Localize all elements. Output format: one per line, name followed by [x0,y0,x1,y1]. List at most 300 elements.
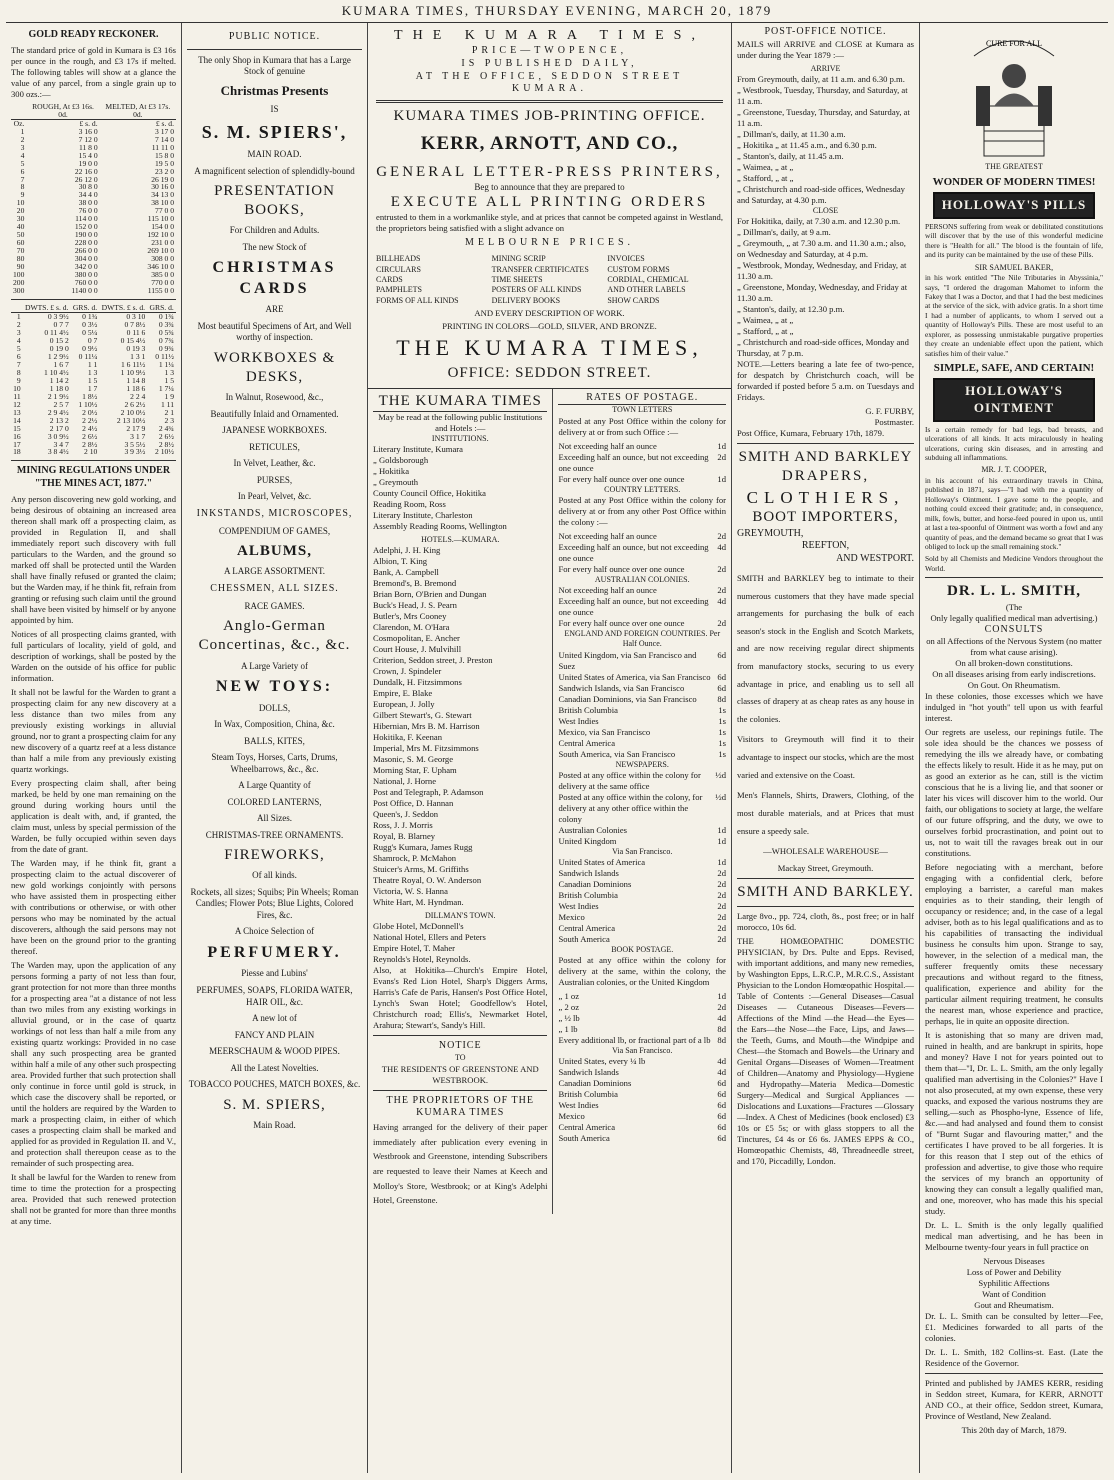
xmas-presents: Christmas Presents [220,82,329,98]
dwt-row-cell: 2 10 [84,447,98,457]
hotel-item: Hibernian, Mrs B. M. Harrison [373,721,480,732]
rate-row [558,672,726,683]
dwt-row-cell: 3 8 4½ [47,447,69,457]
institution-item: County Council Office, Hokitika [373,488,486,498]
book-add-label: Every additional lb, or fractional part of a lb [558,1035,711,1046]
times-big: THE KUMARA TIMES, [396,335,703,361]
dwt-row-cell: 0 3½ [82,319,98,329]
rate-row [558,934,726,945]
dillman-item: Reynolds's Hotel, Reynolds. [373,954,471,965]
rate-value: 1s [718,737,726,748]
hotel-item: Albion, T. King [373,556,428,567]
oz-row-cell: 190 0 0 [74,230,98,240]
hotel-item: Butler's, Mrs Cooney [373,611,447,622]
hotel-item: Bremond's, B. Bremond [373,578,457,589]
masthead: KUMARA TIMES, THURSDAY EVENING, MARCH 20, 1879 [6,4,1108,23]
rate-value: 2d [717,563,726,574]
hotel-item: Crown, J. Spindeler [373,666,442,677]
dwt-row-cell: 2 3 [164,415,174,425]
oz-row-cell: 34 4 0 [78,190,98,200]
rate-value: 2d [717,585,726,596]
rate-label: Central America [558,1122,616,1133]
postmaster-name: G. F. FURBY, [865,406,914,417]
rate-row [558,1056,726,1067]
oz-row-cell: 1155 0 0 [147,286,174,296]
rate-row [558,1100,726,1111]
rate-row [558,650,726,672]
rate-row [558,585,726,596]
close-item: „ Christchurch and road-side offices, Monday and Thursday, at 7 p.m. [737,337,909,359]
notice-to: TO [454,1053,466,1063]
perfumes: PERFUMES, SOAPS, FLORIDA WATER, HAIR OIL, &c. [196,984,353,1007]
hotel-item: Criterion, Seddon street, J. Preston [373,655,493,666]
rate-row [558,868,726,879]
hotel-item: Bank, A. Campbell [373,567,439,578]
dwt-row-cell: 1 18 0 [49,383,69,393]
oz-row-cell: 40 [16,222,25,232]
print-item: BILLHEADS [376,254,421,264]
dwt-body [11,304,176,456]
printed-text: Printed and published by JAMES KERR, residing in Seddon street, Kumara, for KERR, ARNOTT AND CO., at their office, Seddon street, Kumara, Province of Westland, New Zealand. [925,1378,1103,1422]
dwt-row-cell: 2 8½ [158,439,174,449]
dwt-row-cell: 2 0½ [82,407,98,417]
hotel-item: Adelphi, J. H. King [373,545,441,556]
dwt-row-cell: 2 2½ [82,415,98,425]
dwt-row-cell: 1 [16,312,21,322]
institution-item: Literary Institute, Kumara [373,444,463,454]
divider [737,878,914,879]
dillman-item: National Hotel, Ellers and Peters [373,932,486,943]
price: PRICE—TWOPENCE, [471,44,628,56]
oz-head-blank [11,103,26,119]
oz-row-cell: 50 [16,230,25,240]
firm-name: SMITH AND BARKLEY [738,449,913,466]
oz-row-cell: 114 0 0 [75,214,98,224]
steam-toys: Steam Toys, Horses, Carts, Drums, Wheelbarrows, &c., &c. [211,752,338,774]
perfumery: PERFUMERY. [207,944,342,961]
rate-value: 1s [718,726,726,737]
dr-paragraph: Before negociating with a merchant, before engaging with a confidential clerk, before employing a barrister, a careful man makes enquiries as to their standing, their length of occupancy or residence; and, in the case of a legal adviser, both as to his legal qualifications and as to his capabilities of transacting the individual business he consults him upon. Strange to say, however, in the selection of a medical man, the sufferer frequently omits these necessary precautions and without regard to the fitness, qualification, experience and ability for the particular ailment requiring treatment, he consults the nearest man, whose experience and practice, perhaps, lie in quite an opposite direction. [925,862,1103,1027]
print-list-c [607,254,723,306]
dwt-row-cell: 1 1¼ [158,359,174,369]
institution-item: Reading Room, Ross [373,499,446,509]
rate-row [558,716,726,727]
rate-value: 1s [718,748,726,759]
rate-value: 2d [717,1002,726,1013]
intro-text: The only Shop in Kumara that has a Large Stock of genuine [198,54,351,77]
print-item: POSTERS OF ALL KINDS [491,285,582,295]
print-item: TRANSFER CERTIFICATES [491,264,589,274]
print-item: MINING SCRIP [491,254,546,264]
rate-value: 6d [717,1111,726,1122]
institution-item: „ Hokitika [373,466,410,476]
rate-value: 4d [717,1056,726,1067]
country-head: COUNTRY LETTERS. [604,484,681,494]
print-item: CIRCULARS [376,264,421,274]
dwt-row-cell: 2 5 7 [53,399,69,409]
rate-row [558,857,726,868]
rate-row [558,923,726,934]
rate-label: South America, via San Francisco [558,748,676,759]
rate-value: 1d [717,835,726,846]
dr-list-item: Want of Condition [982,1289,1046,1300]
dwt-row-cell: 0 7 8½ [124,319,146,329]
oz-row-cell: 346 10 0 [147,262,174,272]
also-text: Also, at Hokitika—Church's Empire Hotel, Evans's Red Lion Hotel, Sharp's Diggers Arms, Harris's Cafe de Paris, Hansen's Post Office Hotel, Lynch's Swan Hotel; Goodfellow's Hotel, Christchurch road; Ellis's, Newmarket Hotel, Arahura; Stewart's, Sandy's Hill. [373,965,548,1031]
meerschaum: MEERSCHAUM & WOOD PIPES. [209,1046,340,1057]
dwt-row-cell: 1 18 6 [126,383,146,393]
hotel-item: Clarendon, M. O'Hara [373,622,450,633]
dwt-row [11,448,176,456]
dwt-row-cell: 2 17 0 [49,423,69,433]
divider [187,49,362,50]
dwt-row-cell: 3 0 9½ [47,431,69,441]
reticules: RETICULES, [249,441,300,452]
column-post-office [732,23,920,1473]
dwt-row-cell: 15 [13,423,21,433]
rate-value: 2d [717,890,726,901]
times-title: THE KUMARA TIMES, [394,28,705,43]
dr-paragraph: It is astonishing that so many are driven mad, ruined in health, and are bankrupt in spirits, hope and money? Have I not for years pointed out to them that—"I, Dr. L. L. Smith, am the only legally qualified man advertising in the Colonies?" Have I not also prosecuted, at my own expense, these very quacks, and exposed the various nostrums they are selling,—such as Phospho-lyne, Essence of life, &c.—and had analysed and found them to consist of "Burnt Sugar and flavouring matter," and the certificates I have proved to be all forgeries. It is for this reason that I step out of the ethics of profession and advertise, to give those who require the services of my branch an opportunity of knowing they can consult a legally qualified man, and one, moreover, who has made this his special study. [925,1030,1103,1217]
dwt-row-cell: 1 14 2 [49,375,69,385]
dwt-row-cell: 1 11 [160,399,174,409]
hotel-item: Stuicer's Arms, M. Griffiths [373,864,469,875]
dwt-row-cell: 1 14 8 [126,375,146,385]
oz-row-cell: £ s. d. [79,118,98,128]
greatest: THE GREATEST [985,162,1043,171]
hotel-item: Victoria, W. S. Hanna [373,886,448,897]
dwt-row-cell: 0 7¾ [158,335,174,345]
oz-row-cell: 380 0 0 [74,270,98,280]
oz-head-melted: MELTED, At £3 17s. 0d. [100,103,176,119]
read-at-section [368,389,553,1214]
rates-title: RATES OF POSTAGE. [558,392,726,406]
fancy: FANCY AND PLAIN [234,1029,315,1040]
westport: AND WESTPORT. [836,553,914,565]
choice: A Choice Selection of [234,926,315,937]
hotel-item: Post Office, D. Hannan [373,798,454,809]
dwt-row-cell: 0 9¾ [158,343,174,353]
rate-row [558,738,726,749]
oz-row-cell: 231 0 0 [151,238,174,248]
cooper-name: MR. J. T. COOPER, [981,465,1047,475]
oz-row-cell: 770 0 0 [151,278,174,288]
arrive-item: „ Stafford, „ at „ [737,173,794,184]
oz-row-cell: 269 10 0 [147,246,174,256]
having-text: Having arranged for the delivery of their paper immediately after publication every evening in Westbrook and Greenstone, intending Subscribers are requested to leave their Names at Keech and Molloy's Store, Westbrook; or at King's Adelphi Hotel, Greenstone. [373,1122,548,1206]
rate-label: Mexico [558,912,585,923]
oz-row-cell: 76 0 0 [78,206,98,216]
via-rows [558,857,726,945]
dwt-row-cell: 0 7 [87,335,98,345]
hotel-item: Cosmopolitan, E. Ancher [373,633,460,644]
mens-text: Men's Flannels, Shirts, Drawers, Clothing, of the most durable materials, and at Prices that must ensure a speedy sale. [737,790,914,836]
mackay-street: Mackay Street, Greymouth. [777,863,874,874]
rate-label: „ 1 oz [558,991,580,1002]
rate-value: 1d [717,991,726,1002]
mining-paragraph: It shall not be lawful for the Warden to grant a prospecting claim for any new discovery at a less distance than two miles from any previously existing workings in alluvial ground, nor to grant a prospecting claim for any new discovery of a quartz reef at a less distance than half a mile from any previously existing quartz workings. [11,687,176,775]
dwt-row-cell: 1 6 11½ [120,359,146,369]
cure-for-all-text: CURE FOR ALL [985,39,1043,48]
dwt-row-cell: 1 5 [164,375,174,385]
clothiers: CLOTHIERS, [746,487,905,507]
magnificent-text: A magnificent selection of splendidly-bound [194,165,355,176]
dwt-row-cell: 2 13 2 [49,415,69,425]
hotels-head: HOTELS.—KUMARA. [421,535,500,544]
postmaster-title: Postmaster. [874,417,914,428]
column-holloway [920,23,1108,1473]
dwt-row-cell: 0 19 3 [126,343,146,353]
large-8vo: Large 8vo., pp. 724, cloth, 8s., post free; or in half morocco, 10s 6d. [737,911,914,933]
hotel-item: Morning Star, F. Upham [373,765,457,776]
firm-name-2: SMITH AND BARKLEY. [737,884,914,901]
dr-list [925,1256,1103,1311]
rate-label: Central America [558,737,616,748]
oz-head-rough: ROUGH, At £3 16s. 0d. [26,103,99,119]
oz-row-cell: 11 11 0 [151,142,174,152]
news-head: NEWSPAPERS. [615,759,669,769]
rate-label: Not exceeding half an ounce [558,530,657,541]
rate-label: For every half ounce over one ounce [558,618,685,629]
dwt-row-cell: 0 3 9½ [47,312,69,322]
rate-label: United Kingdom, via San Francisco and Suez [558,649,697,671]
dwt-head-cell: GRS. d. [71,304,100,312]
dwt-row-cell: 2 17 9 [126,423,146,433]
dwt-row-cell: 11 [13,391,21,401]
fireworks: FIREWORKS, [224,847,325,864]
print-item: TIME SHEETS [491,275,543,285]
oz-table [11,103,176,295]
dwt-row-cell: 0 11 6 [126,327,146,337]
post-office-date: Post Office, Kumara, February 17th, 1879. [737,428,885,439]
hotel-item: Court House, J. Mulvihill [373,644,462,655]
rate-label: Mexico, via San Francisco [558,726,651,737]
address-text: Dr. L. L. Smith, 182 Collins-st. East. (Late the Residence of the Governor. [925,1347,1103,1369]
greymouth: GREYMOUTH, [737,527,804,539]
divider [11,460,176,461]
oz-row-cell: 3 17 0 [155,126,174,136]
dwt-row-cell: 10 [13,383,21,393]
oz-row-cell: 23 2 0 [155,166,174,176]
eng-rows [558,650,726,760]
new-stock: The new Stock of [242,241,307,252]
book-additional [558,1035,726,1046]
dwt-row-cell: 2 8½ [82,439,98,449]
institutions-head: INSTITUTIONS. [431,433,489,443]
japanese: JAPANESE WORKBOXES. [222,425,327,436]
dillman-head: DILLMAN'S TOWN. [425,911,496,921]
new-toys: NEW TOYS: [215,678,334,696]
oz-row-cell: 2 [20,134,25,144]
oz-row-cell: 10 [16,198,25,208]
rate-value: 6d [717,1122,726,1133]
dwt-row-cell: 2 4¾ [158,423,174,433]
quantity: A Large Quantity of [238,780,311,791]
late-fee-note: NOTE.—Letters bearing a late fee of two-pence, for despatch by Christchurch coach, will be forwarded if posted before 5 a.m. on Tuesdays and Fridays. [737,359,914,403]
eng-head: ENGLAND AND FOREIGN COUNTRIES. Per Half Ounce. [564,629,721,649]
piesse: Piesse and Lubins' [241,968,308,979]
published-daily: IS PUBLISHED DAILY, [461,57,638,69]
oz-row-cell: 5 [20,158,25,168]
rate-label: „ ½ lb [558,1013,580,1024]
oz-row-cell: 7 12 0 [78,134,98,144]
oz-row-cell: 30 8 0 [78,182,98,192]
rate-label: Australian Colonies [558,824,627,835]
rate-row [558,1013,726,1024]
oz-row-cell: 385 0 0 [151,270,174,280]
oz-row-cell: 70 [16,246,25,256]
dwt-row-cell: 12 [13,399,21,409]
dwt-row-cell: 1 10½ [78,399,98,409]
close-list [737,216,914,359]
oz-row-cell: £ s. d. [155,118,174,128]
oz-row-cell: 266 0 0 [74,246,98,256]
assortment: A LARGE ASSORTMENT. [223,566,326,577]
country-intro: Posted at any Post Office within the colony for delivery at or from any other Post Office within the colony :— [558,494,726,527]
divider [925,577,1103,578]
rate-label: West Indies [558,901,599,912]
wax: In Wax, Composition, China, &c. [214,719,335,730]
dwt-row-cell: 17 [13,439,21,449]
oz-row-cell: 19 0 0 [78,158,98,168]
oz-row-cell: 15 4 0 [78,150,98,160]
rate-value: 6d [717,1133,726,1144]
diseases: On all diseases arising from early indiscretions. [932,669,1096,680]
nervous: on all Affections of the Nervous System (no matter from what cause arising). [926,636,1102,658]
dwt-row-cell: 2 9 4½ [47,407,69,417]
baker-text: in his work entitled "The Nile Tributaries in Abyssinia," says, "I ordered the dragoman Mahomet to inform the Fakey that I was a Doctor, and that I had the best medicines at the service of the sick, with advice gratis. In a short time I had a number of applicants, to whom I served out a quantity of Holloway's Pills. These are most useful to an explorer, as possessing unmistakable purgative properties they create an undeniable effect upon the patient, which satisfies him of their value." [925,273,1103,358]
dwt-row-cell: 2 6½ [158,431,174,441]
oz-row-cell: 192 10 0 [147,230,174,240]
rate-value: 2d [717,618,726,629]
rate-label: United Kingdom [558,835,617,846]
print-item: AND OTHER LABELS [607,285,686,295]
dwt-row-cell: 14 [13,415,21,425]
rate-label: Sandwich Islands [558,868,619,879]
dwt-row-cell: 6 [16,351,21,361]
oz-row-cell: 1 [20,126,25,136]
homoeopathic-text: THE HOMŒOPATHIC DOMESTIC PHYSICIAN, by Drs. Pulte and Epps. Revised, with important additions, and many new remedies, by Washington Epps, L.R.C.P., M.R.C.S., Assistant Physician to the London Homœopathic Hospital.—Table of Contents :—General Diseases—Casual Diseases — Cutaneous Diseases—Fevers—Affections of the Mind —the Head—the Eyes—the Ears—the Nose—the Face, Lips, and Jaws—the Teeth, Gums, and Mouth—the Windpipe and Chest—the Stomach and Bowels—the Urinary and Genital Organs—Diseases of Women—Treatment of Children—Anatomy and Physiology—Hygiene and Hydropathy—Materia Medica—Domestic Surgery—Medical and Surgical Appliances —Dislocations and Luxations—Fractures —Glossary—Index. A Chest of Medicines (book enclosed) £3 10s or £5 5s; or with glass stoppers to all the Tinctures, £4 4s or £6 6s. JAMES EPPS & CO., Homœopathic Chemists, 48, Threadneedle street, and 170, Piccadilly, London. [737,936,914,1167]
oz-row-cell: 80 [16,254,25,264]
institutions-list [373,444,547,532]
rate-row [558,1078,726,1089]
dwt-row-cell: 2 1 9½ [47,391,69,401]
rate-row [558,749,726,760]
rate-value: 2d [717,879,726,890]
rate-label: British Columbia [558,704,618,715]
oz-row-cell: 19 5 0 [155,158,174,168]
rate-label: Sandwich Islands, via San Francisco [558,682,685,693]
dwt-row-cell: 0 11½ [155,351,174,361]
dwt-row-cell: 1 9 [164,391,174,401]
balls: BALLS, KITES, [244,735,305,746]
rate-value: 6d [717,1078,726,1089]
dwt-row-cell: 1 10 9½ [120,367,146,377]
dwt-row-cell: 3 [16,327,21,337]
wholesale: —WHOLESALE WAREHOUSE— [763,846,888,857]
hotel-item: Royal, B. Blarney [373,831,436,842]
arrive-item: „ Stanton's, daily, at 11.45 a.m. [737,151,844,162]
aus-head: AUSTRALIAN COLONIES. [594,574,690,584]
hotel-item: Queen's, J. Seddon [373,809,439,820]
general-printers: GENERAL LETTER-PRESS PRINTERS, [376,163,723,180]
rate-value: 8d [717,693,726,704]
via-head: Via San Francisco. [612,846,673,856]
oz-row-cell: 342 0 0 [74,262,98,272]
dwt-row-cell: 13 [13,407,21,417]
oz-row-cell: 38 10 0 [151,198,174,208]
dwt-row-cell: 3 9 3½ [124,447,146,457]
rate-row [558,770,726,792]
rate-label: For every half ounce over one ounce [558,473,685,484]
dwt-head-cell: GRS. d. [147,304,176,312]
mining-title: MINING REGULATIONS UNDER "THE MINES ACT, 1877." [16,465,171,490]
rate-label: Exceeding half an ounce, but not exceeding one ounce [558,451,709,473]
rate-value: 1d [717,857,726,868]
rate-row [558,564,726,575]
oz-row-cell: 26 12 0 [74,174,98,184]
dolls: DOLLS, [258,702,291,713]
oz-row-cell: 30 16 0 [151,182,174,192]
dwt-row-cell: 1 7 [87,383,98,393]
institution-item: „ Greymouth [373,477,419,487]
oz-row-cell: 38 0 0 [78,198,98,208]
rockets: Rockets, all sizes; Squibs; Pin Wheels; Roman Candles; Flower Pots; Blue Lights, Colored Fires, &c. [190,886,359,920]
dwt-row-cell: 1 5 [87,375,98,385]
beg-text: Beg to announce that they are prepared to [474,181,625,192]
book-add-value: 8d [717,1035,726,1046]
dwt-row-cell: 8 [16,367,21,377]
rate-row [558,474,726,485]
dwt-row-cell: 9 [16,375,21,385]
hotel-item: Rugg's Kumara, James Rugg [373,842,473,853]
divider [376,100,723,103]
christmas-cards: CHRISTMAS CARDS [212,259,337,297]
compendium: COMPENDIUM OF GAMES, [218,525,331,536]
postage-section [553,389,731,1214]
mining-paragraph: Every prospecting claim shall, after being marked, be held by one man remaining on the ground during working hours until the application is dealt with, and, if granted, the claim must, unless by special permission of the Warden, be fully occupied within seven days from the date of grant. [11,778,176,855]
hotel-item: National, J. Horne [373,776,437,787]
aus-rows [558,585,726,629]
divider [373,1035,547,1036]
print-list-b [492,254,608,306]
consulted-text: Dr. L. L. Smith can be consulted by letter—Fee, £1. Medicines forwarded to all parts of the colonies. [925,1311,1103,1344]
dwt-row-cell: 1 1 [87,359,98,369]
oz-row-cell: 7 14 0 [155,134,174,144]
dwt-row-cell: 0 5¼ [82,327,98,337]
rate-row [558,879,726,890]
close-item: „ Greymouth, „ at 7.30 a.m. and 11.30 a.m.; also, on Wednesday and Saturday, at 4 p.m. [737,238,906,260]
oz-head-row [11,103,176,119]
oz-row-cell: Oz. [13,118,25,128]
book-rows [558,991,726,1035]
rate-label: Exceeding half an ounce, but not exceeding one ounce [558,596,709,618]
pearl: In Pearl, Velvet, &c. [237,491,312,502]
printing-colors: PRINTING IN COLORS—GOLD, SILVER, AND BRONZE. [442,321,657,332]
only-legally: Only legally qualified medical man advertising.) [930,612,1098,623]
institution-item: Literary Institute, Charleston [373,510,473,520]
arrive-list [737,74,914,206]
oz-row-cell: 200 [13,278,25,288]
dwt-head-cell: DWTS. £ s. d. [23,304,71,312]
dillman-list [373,921,547,965]
dwt-row-cell: 2 4½ [82,423,98,433]
dwt-row-cell: 0 15 2 [49,335,69,345]
ointment-text: Is a certain remedy for bad legs, bad breasts, and ulcerations of all kinds. It acts miraculously in healing ulcerations, curing skin diseases, and in arresting and subduing all inflammations. [925,424,1103,462]
print-list-a [376,254,492,306]
rate-row [558,991,726,1002]
signature: S. M. SPIERS, [223,1096,326,1113]
